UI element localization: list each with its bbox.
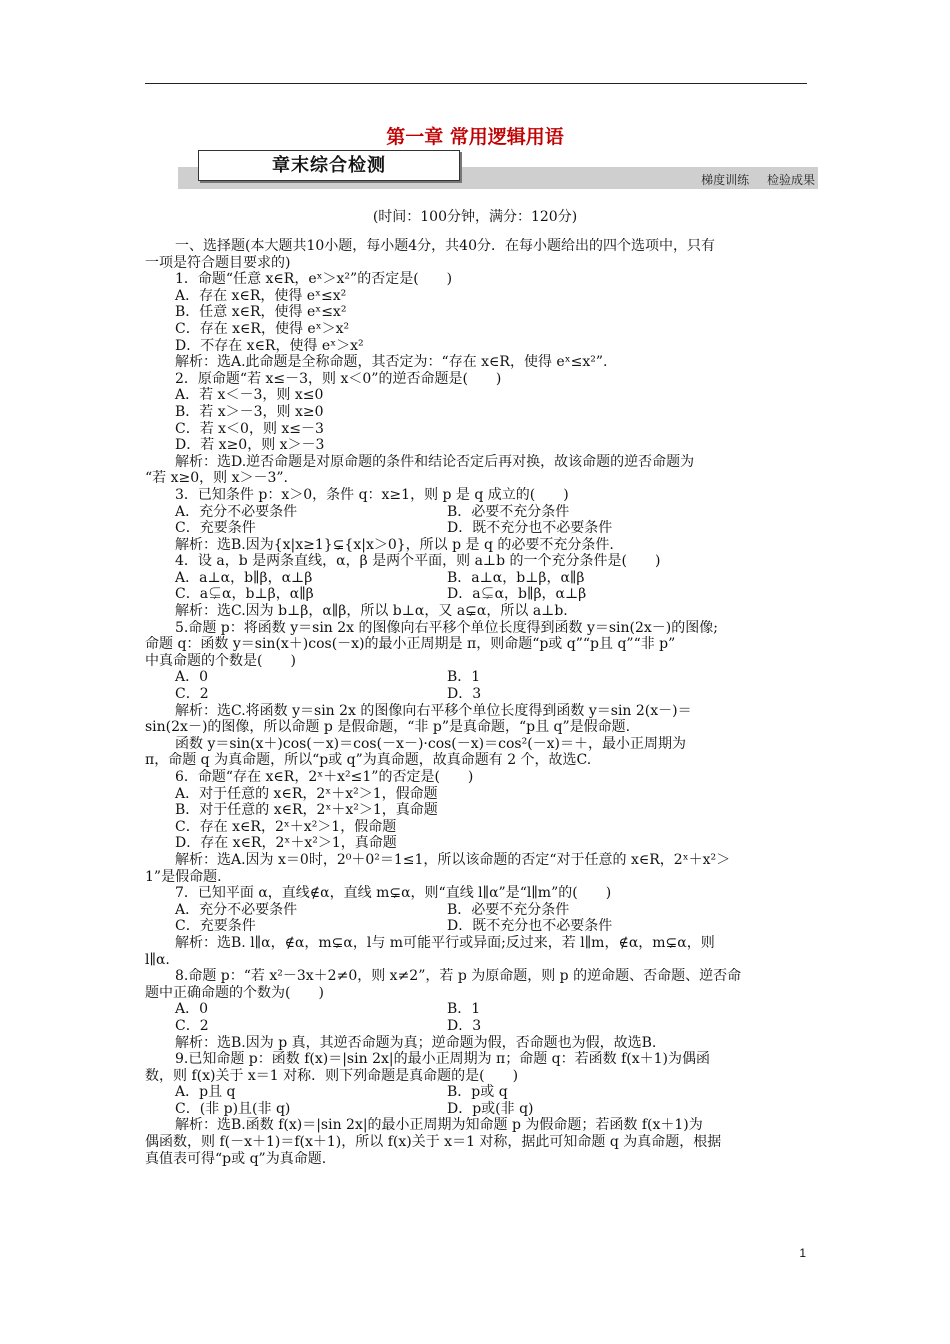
- text-line: A．对于任意的 x∈R，2ˣ＋x²＞1，假命题: [175, 785, 438, 802]
- option-right: D．3: [447, 686, 482, 703]
- text-line: 4．设 a，b 是两条直线，α，β 是两个平面，则 a⊥b 的一个充分条件是( ): [175, 553, 661, 570]
- option-right: B．p或 q: [447, 1084, 508, 1101]
- option-row: [145, 1018, 807, 1035]
- option-right: B．必要不充分条件: [447, 503, 570, 520]
- option-row: [145, 586, 807, 603]
- option-right: D．p或(非 q): [447, 1100, 534, 1117]
- option-left: A．a⊥α，b∥β，α⊥β: [175, 569, 313, 586]
- text-line: 解析：选C.因为 b⊥β，α∥β，所以 b⊥α，又 a⊊α，所以 a⊥b.: [175, 603, 568, 620]
- option-right: B．a⊥α，b⊥β，α∥β: [447, 569, 585, 586]
- text-line: 解析：选D.逆否命题是对原命题的条件和结论否定后再对换，故该命题的逆否命题为: [175, 453, 695, 470]
- text-line: 2．原命题“若 x≤－3，则 x＜0”的逆否命题是( ): [175, 370, 502, 387]
- option-right: B．必要不充分条件: [447, 901, 570, 918]
- option-row: [145, 918, 807, 935]
- option-left: A．充分不必要条件: [175, 503, 298, 520]
- text-line: 1．命题“任意 x∈R，eˣ＞x²”的否定是( ): [175, 271, 453, 288]
- text-line: l∥α.: [145, 951, 170, 968]
- text-line: sin(2x－)的图像，所以命题 p 是假命题，“非 p”是真命题，“p且 q”是假命题.: [145, 719, 631, 736]
- banner-tag: 检验成果: [766, 173, 815, 187]
- option-right: D．既不充分也不必要条件: [447, 520, 613, 537]
- text-line: 7．已知平面 α，直线∉α，直线 m⊊α，则“直线 l∥α”是“l∥m”的( ): [175, 885, 612, 902]
- text-line: A．若 x＜－3，则 x≤0: [175, 387, 324, 404]
- text-line: 1”是假命题.: [145, 868, 222, 885]
- option-right: B．1: [447, 1001, 481, 1018]
- option-left: A．0: [175, 669, 209, 686]
- text-line: 中真命题的个数是( ): [145, 652, 296, 669]
- banner-tags: [701, 171, 815, 188]
- text-line: 解析：选B. l∥α，∉α，m⊊α，l与 m可能平行或异面;反过来，若 l∥m，∉α，m⊊α，则: [175, 934, 715, 951]
- text-line: 真值表可得“p或 q”为真命题.: [145, 1150, 327, 1167]
- text-line: 偶函数，则 f(－x＋1)＝f(x＋1)，所以 f(x)关于 x＝1 对称，据此可知命题 q 为真命题，根据: [145, 1134, 722, 1151]
- text-line: C．若 x＜0，则 x≤－3: [175, 420, 324, 437]
- text-line: 函数 y＝sin(x＋)cos(－x)＝cos(－x－)·cos(－x)＝cos²(－x)＝＋，最小正周期为: [175, 735, 687, 752]
- text-line: 5.命题 p：将函数 y＝sin 2x 的图像向右平移个单位长度得到函数 y＝sin(2x－)的图像;: [175, 619, 718, 636]
- section-title: 章末综合检测: [198, 150, 460, 181]
- option-left: A．0: [175, 1001, 209, 1018]
- text-line: 命题 q：函数 y＝sin(x＋)cos(－x)的最小正周期是 π，则命题“p或 q”“p且 q”“非 p”: [145, 636, 676, 653]
- page-number: 1: [799, 1246, 806, 1260]
- text-line: D．若 x≥0，则 x＞－3: [175, 437, 325, 454]
- option-row: [145, 669, 807, 686]
- text-line: 解析：选A.此命题是全称命题，其否定为：“存在 x∈R，使得 eˣ≤x²”.: [175, 354, 608, 371]
- text-line: B．对于任意的 x∈R，2ˣ＋x²＞1，真命题: [175, 802, 438, 819]
- option-row: [145, 1001, 807, 1018]
- text-line: C．存在 x∈R，使得 eˣ＞x²: [175, 320, 350, 337]
- header-rule: [145, 83, 807, 84]
- option-right: D．3: [447, 1017, 482, 1034]
- option-left: A．充分不必要条件: [175, 901, 298, 918]
- exam-content: [145, 238, 807, 1167]
- text-line: 9.已知命题 p：函数 f(x)＝|sin 2x|的最小正周期为 π；命题 q：若函数 f(x＋1)为偶函: [175, 1051, 711, 1068]
- chapter-title: 第一章 常用逻辑用语: [386, 126, 564, 148]
- option-row: [145, 520, 807, 537]
- option-right: D．既不充分也不必要条件: [447, 918, 613, 935]
- option-row: [145, 686, 807, 703]
- text-line: 解析：选B.因为 p 真，其逆否命题为真；逆命题为假，否命题也为假，故选B.: [175, 1034, 657, 1051]
- option-row: [145, 570, 807, 587]
- text-line: 一、选择题(本大题共10小题，每小题4分，共40分．在每小题给出的四个选项中，只有: [175, 238, 715, 254]
- text-line: A．存在 x∈R，使得 eˣ≤x²: [175, 287, 347, 304]
- text-line: 解析：选B.函数 f(x)＝|sin 2x|的最小正周期为知命题 p 为假命题；若函数 f(x＋1)为: [175, 1117, 703, 1134]
- option-right: D．a⊊α，b∥β，α⊥β: [447, 586, 587, 603]
- text-line: 解析：选B.因为{x|x≥1}⊊{x|x＞0}，所以 p 是 q 的必要不充分条件.: [175, 536, 614, 553]
- option-left: A．p且 q: [175, 1084, 236, 1101]
- option-right: B．1: [447, 669, 481, 686]
- option-left: C．(非 p)且(非 q): [175, 1100, 291, 1117]
- text-line: D．不存在 x∈R，使得 eˣ＞x²: [175, 337, 364, 354]
- text-line: “若 x≥0，则 x＞－3”.: [145, 470, 289, 487]
- text-line: B．若 x＞－3，则 x≥0: [175, 403, 324, 420]
- banner-tag: 梯度训练: [701, 173, 750, 187]
- text-line: 6．命题“存在 x∈R，2ˣ＋x²≤1”的否定是( ): [175, 769, 474, 785]
- option-left: C．充要条件: [175, 520, 256, 537]
- text-line: 题中正确命题的个数为( ): [145, 984, 324, 1001]
- option-left: C．a⊊α，b⊥β，α∥β: [175, 586, 314, 603]
- time-limit: (时间：100分钟，满分：120分): [372, 209, 578, 225]
- text-line: 解析：选C.将函数 y＝sin 2x 的图像向右平移个单位长度得到函数 y＝sin 2(x－)＝: [175, 702, 692, 719]
- text-line: 8.命题 p：“若 x²－3x＋2≠0，则 x≠2”，若 p 为原命题，则 p 的逆命题、否命题、逆否命: [175, 968, 742, 985]
- option-left: C．2: [175, 1017, 209, 1034]
- option-row: [145, 902, 807, 919]
- text-line: 3．已知条件 p：x＞0，条件 q：x≥1，则 p 是 q 成立的( ): [175, 486, 569, 503]
- option-left: C．2: [175, 686, 209, 703]
- text-line: D．存在 x∈R，2ˣ＋x²＞1，真命题: [175, 835, 397, 852]
- option-left: C．充要条件: [175, 918, 256, 935]
- text-line: 解析：选A.因为 x＝0时，2⁰＋0²＝1≤1，所以该命题的否定“对于任意的 x∈R，2ˣ＋x²＞: [175, 851, 731, 868]
- option-row: [145, 1084, 807, 1101]
- text-line: π，命题 q 为真命题，所以“p或 q”为真命题，故真命题有 2 个，故选C.: [145, 752, 592, 769]
- text-line: C．存在 x∈R，2ˣ＋x²＞1，假命题: [175, 818, 397, 835]
- text-line: B．任意 x∈R，使得 eˣ≤x²: [175, 304, 347, 321]
- text-line: 数，则 f(x)关于 x＝1 对称．则下列命题是真命题的是( ): [145, 1067, 519, 1084]
- option-row: [145, 504, 807, 521]
- text-line: 一项是符合题目要求的): [145, 254, 291, 271]
- option-row: [145, 1101, 807, 1118]
